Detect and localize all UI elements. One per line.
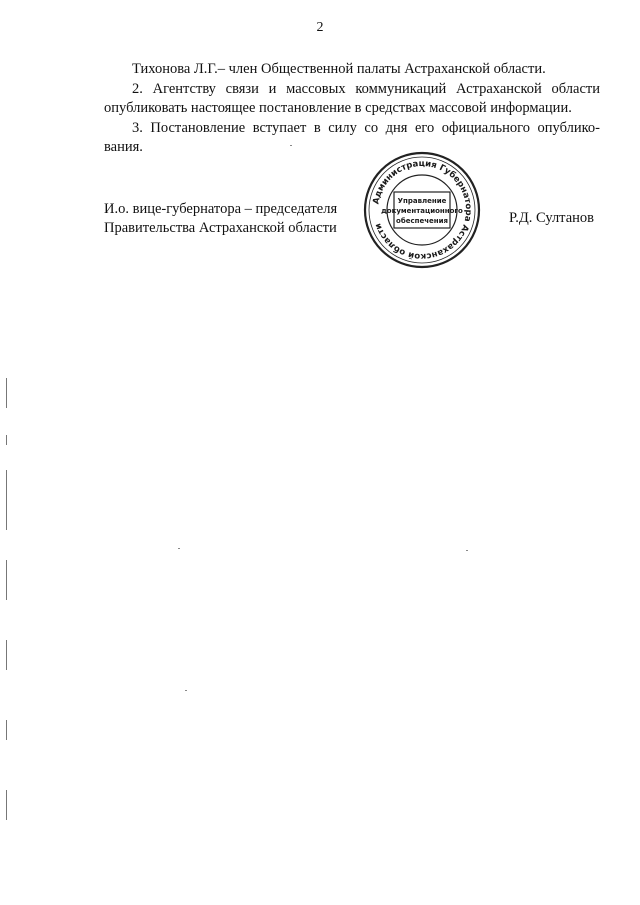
seal-center-line-3: обеспечения <box>396 217 448 225</box>
paragraph-item-2: 2. Агентству связи и массовых коммуникаций Астраханской области опубликовать настоящее постановление в средствах массовой информации. <box>104 80 600 116</box>
paragraph-continuation: Тихонова Л.Г.– член Общественной палаты Астраханской области. <box>132 61 546 77</box>
scan-artifact <box>6 640 7 670</box>
scan-artifact <box>6 790 7 820</box>
scan-artifact <box>6 560 7 600</box>
signatory-title-line-2: Правительства Астраханской области <box>104 220 337 236</box>
scan-artifact <box>185 690 187 691</box>
page-number: 2 <box>316 20 324 35</box>
seal-icon <box>362 150 482 270</box>
scan-artifact <box>6 435 7 445</box>
signatory-title-line-1: И.о. вице-губернатора – председателя <box>104 201 338 217</box>
scan-artifact <box>290 145 292 146</box>
signatory-name: Р.Д. Султанов <box>509 210 594 226</box>
document-body <box>104 60 600 158</box>
scan-artifact <box>178 548 180 549</box>
signatory-title <box>104 200 337 238</box>
scan-artifact <box>466 550 468 551</box>
seal-center-line-1: Управление <box>397 197 447 205</box>
official-seal <box>362 150 482 270</box>
scan-artifact <box>6 378 7 408</box>
paragraph-item-3: 3. Постановление вступает в силу со дня его официального опублико-вания. <box>104 119 600 155</box>
scan-artifact <box>6 720 7 740</box>
scan-artifact <box>6 470 7 530</box>
seal-ring-text: Администрация Губернатора Астраханской области <box>371 158 474 262</box>
seal-center-line-2: документационного <box>381 207 463 215</box>
